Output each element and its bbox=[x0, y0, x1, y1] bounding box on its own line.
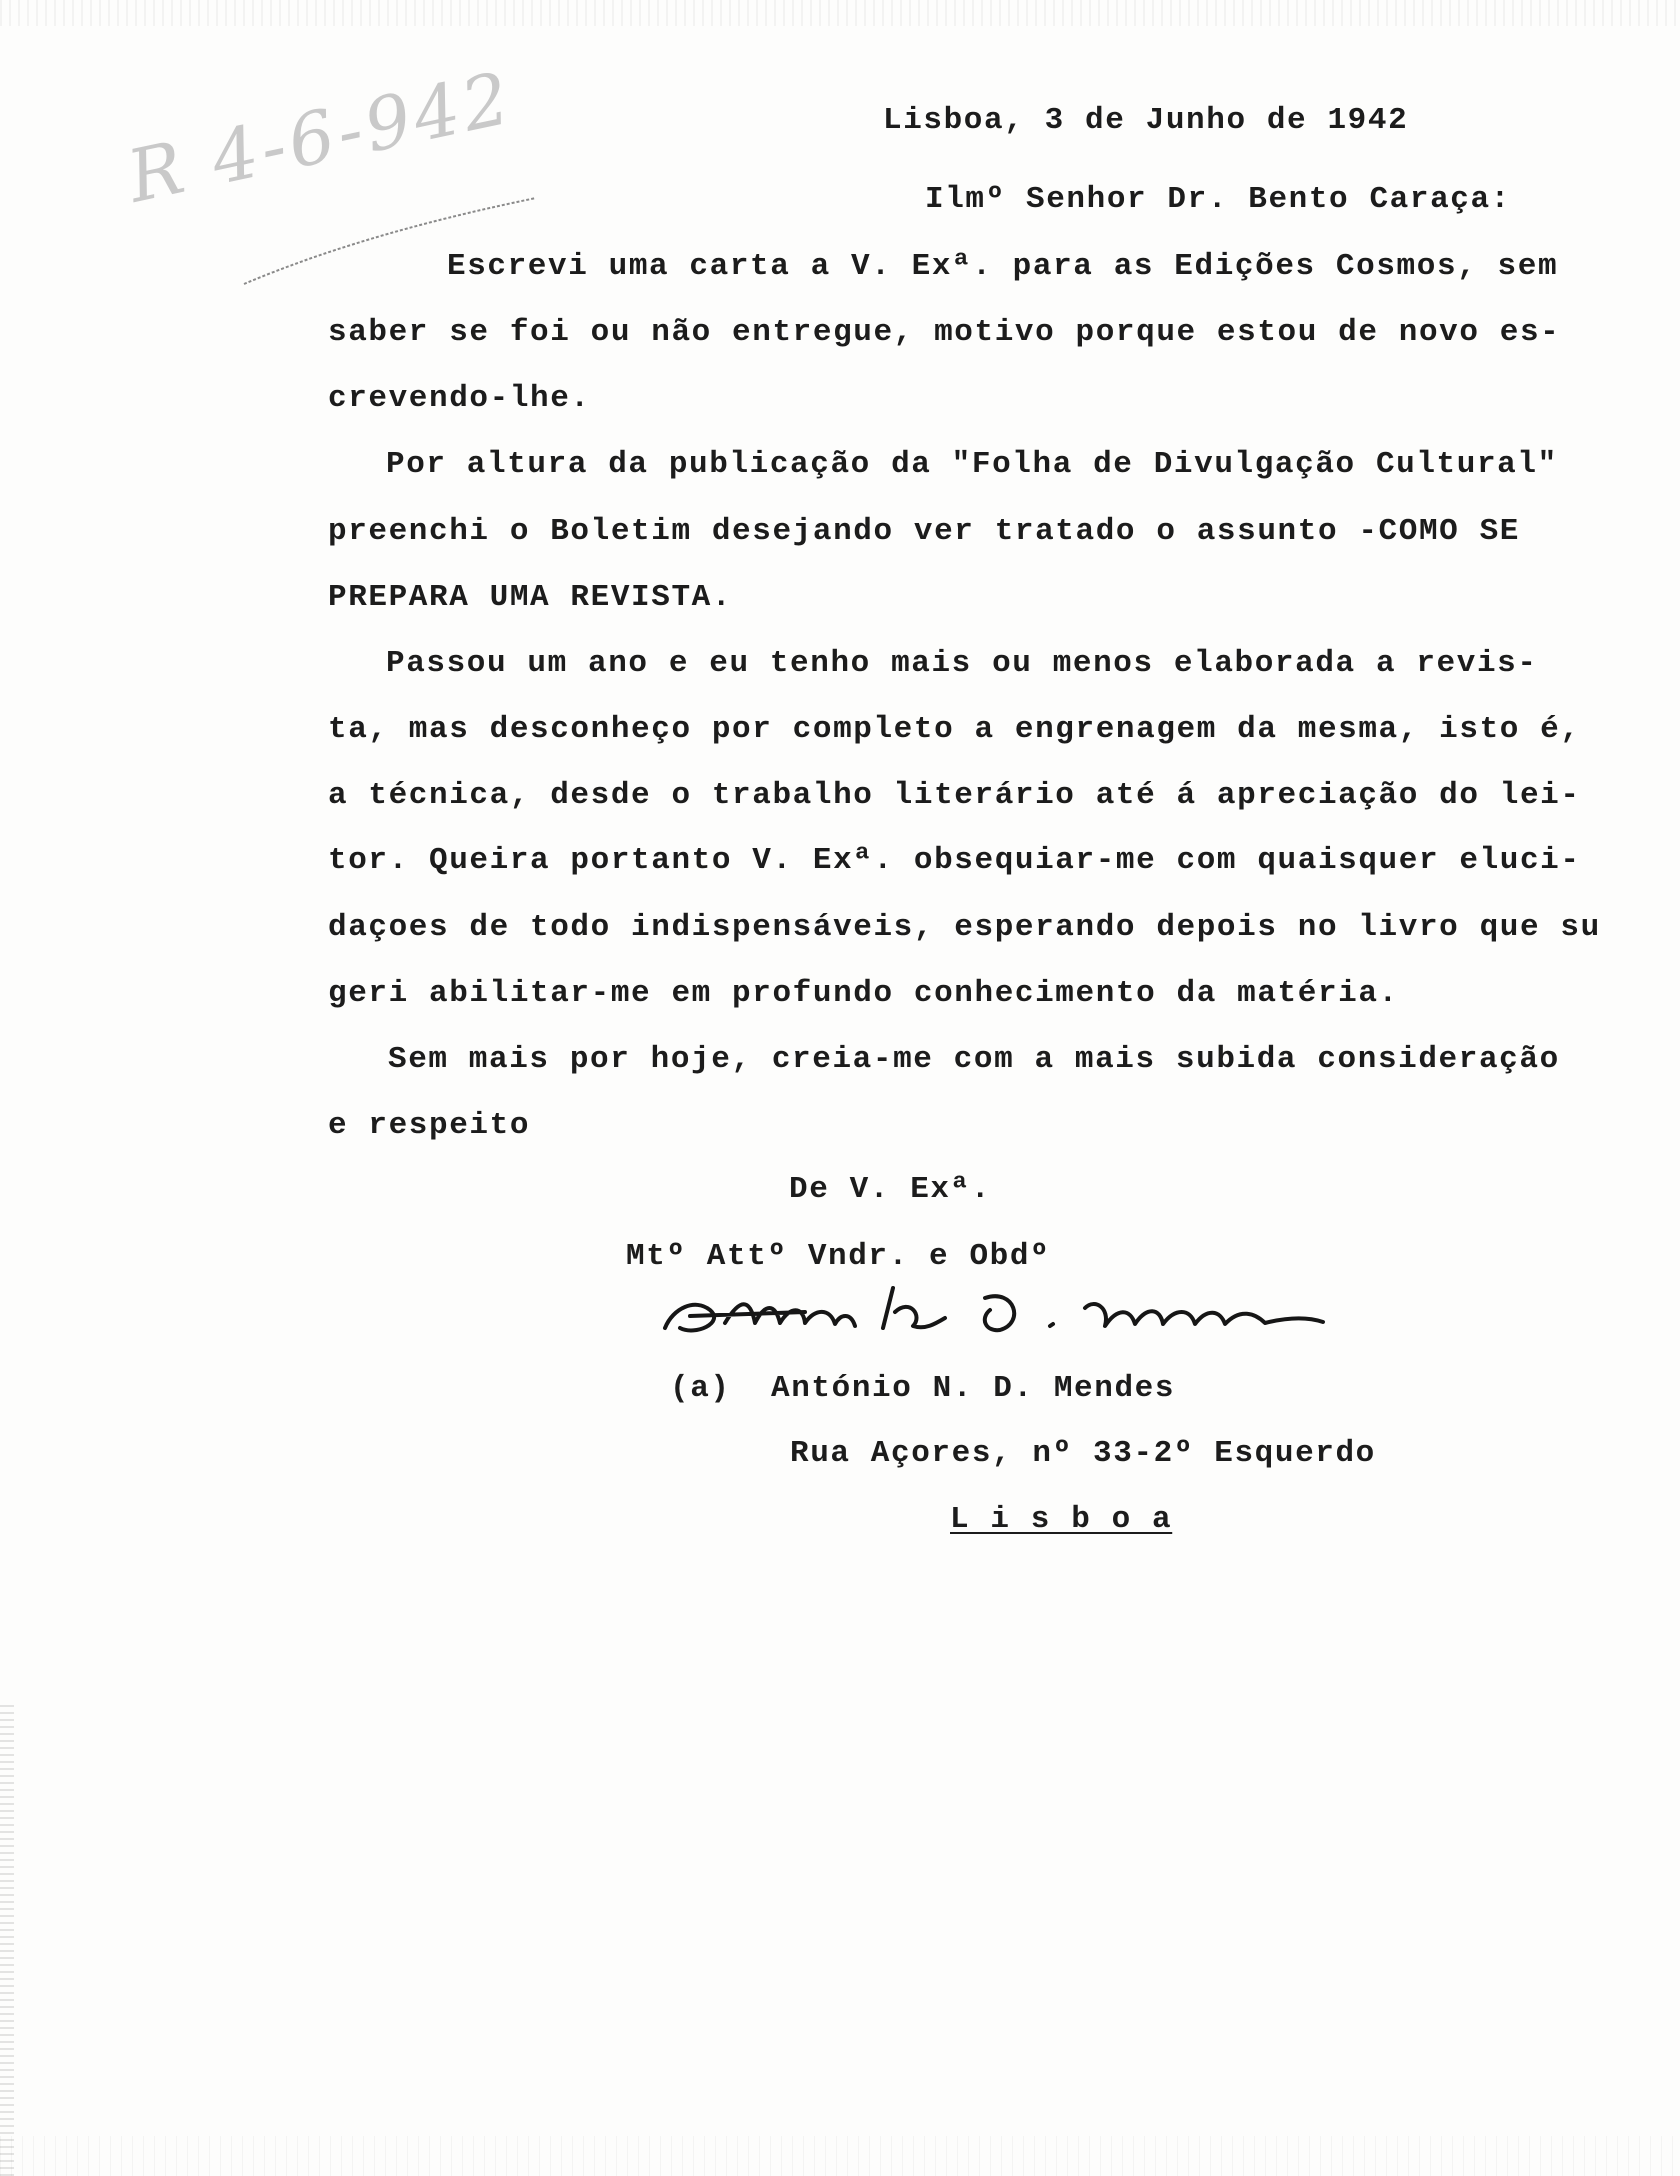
body-line: PREPARA UMA REVISTA. bbox=[328, 580, 733, 615]
body-line: e respeito bbox=[328, 1108, 531, 1143]
handwritten-signature bbox=[655, 1268, 1335, 1348]
closing-line-1: De V. Exª. bbox=[789, 1172, 992, 1207]
body-line: ta, mas desconheço por completo a engrenagem da mesma, isto é, bbox=[328, 712, 1581, 747]
body-line: tor. Queira portanto V. Exª. obsequiar-me com quaisquer eluci- bbox=[328, 843, 1581, 878]
body-line: saber se foi ou não entregue, motivo porque estou de novo es- bbox=[328, 315, 1561, 350]
body-line: a técnica, desde o trabalho literário até á apreciação do lei- bbox=[328, 778, 1581, 813]
archive-annotation: R 4-6-942 bbox=[120, 55, 521, 219]
body-line: geri abilitar-me em profundo conhecimento da matéria. bbox=[328, 976, 1399, 1011]
date-line: Lisboa, 3 de Junho de 1942 bbox=[883, 103, 1409, 138]
body-line: Sem mais por hoje, creia-me com a mais subida consideração bbox=[388, 1042, 1560, 1077]
scan-edge-top bbox=[0, 0, 1680, 26]
body-line: Passou um ano e eu tenho mais ou menos elaborada a revis- bbox=[386, 646, 1538, 681]
body-line: crevendo-lhe. bbox=[328, 381, 591, 416]
body-line: daçoes de todo indispensáveis, esperando depois no livro que su bbox=[328, 910, 1601, 945]
body-line: Por altura da publicação da "Folha de Divulgação Cultural" bbox=[386, 447, 1558, 482]
closing-line-2: Mtº Attº Vndr. e Obdº bbox=[626, 1239, 1051, 1274]
salutation: Ilmº Senhor Dr. Bento Caraça: bbox=[925, 182, 1511, 217]
sender-city: L i s b o a bbox=[950, 1502, 1173, 1537]
scan-edge-bottom bbox=[0, 2136, 1680, 2176]
scan-edge-left bbox=[0, 1700, 14, 2176]
body-line: preenchi o Boletim desejando ver tratado o assunto -COMO SE bbox=[328, 514, 1520, 549]
sender-address: Rua Açores, nº 33-2º Esquerdo bbox=[790, 1436, 1376, 1471]
sender-name: (a) António N. D. Mendes bbox=[670, 1371, 1176, 1406]
body-line: Escrevi uma carta a V. Exª. para as Edições Cosmos, sem bbox=[447, 249, 1559, 284]
